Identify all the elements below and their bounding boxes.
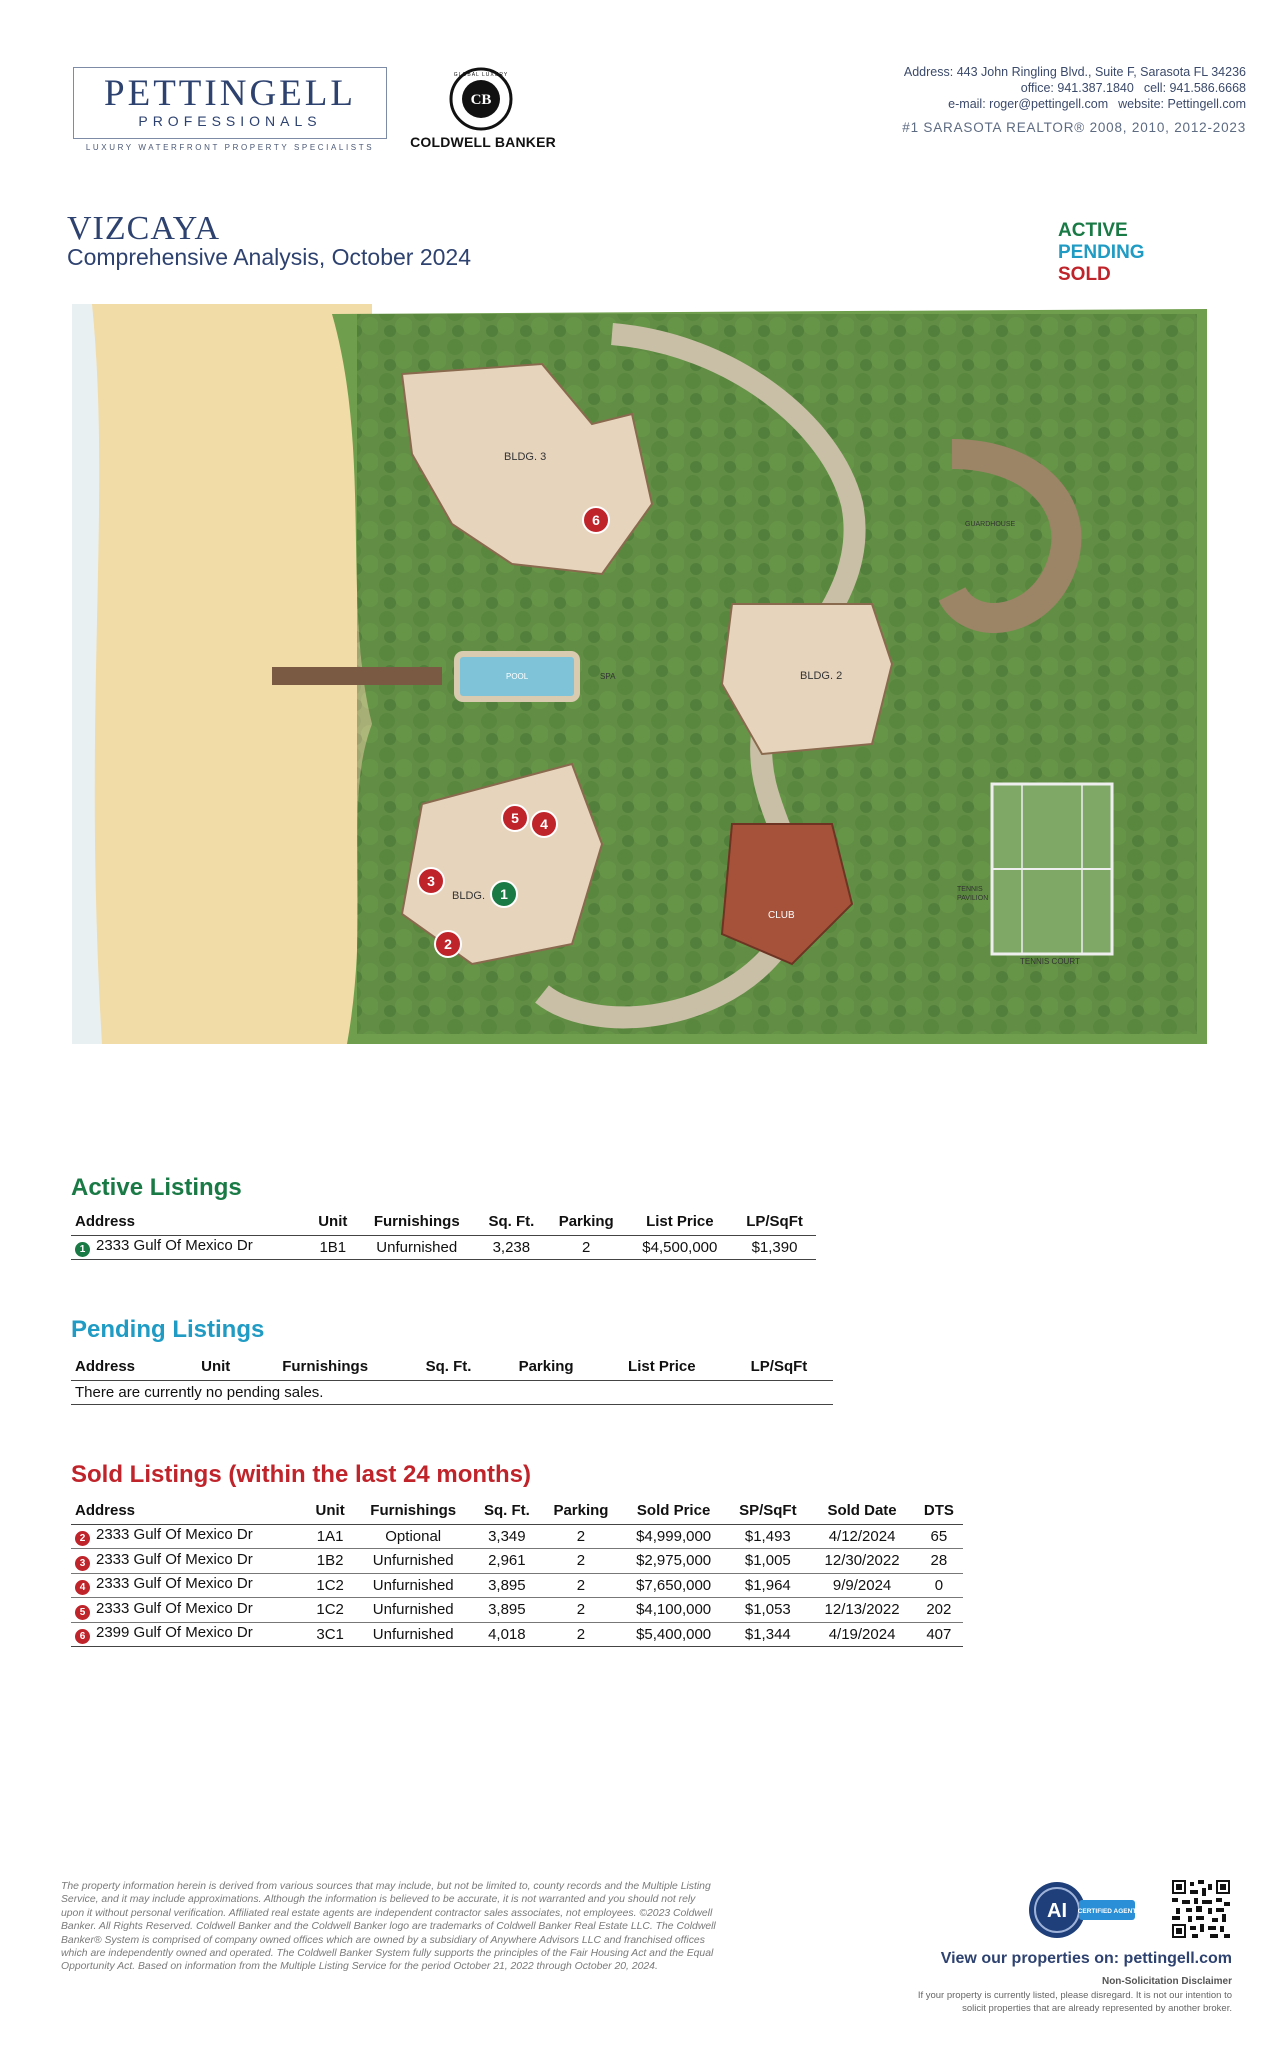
cell-sold-date: 9/9/2024 [809,1573,914,1598]
cell-address: 2333 Gulf Of Mexico Dr [96,1599,253,1617]
col-furnishings: Furnishings [357,1209,477,1235]
svg-text:4: 4 [540,816,548,832]
view-properties-link[interactable]: View our properties on: pettingell.com [940,1950,1232,1967]
coldwell-banker-seal-icon [449,67,513,131]
table-row [71,1573,963,1598]
contact-block [904,64,1246,112]
cell-unit: 1B1 [309,1235,357,1260]
cell-sp-sqft: $1,053 [726,1598,809,1623]
cell-parking: 2 [541,1524,621,1549]
col-parking: Parking [546,1209,627,1235]
sold-listings-table [71,1498,963,1647]
cell-sold-date: 12/13/2022 [809,1598,914,1623]
label-bldg2: BLDG. 2 [800,670,843,682]
legend-sold: SOLD [1058,264,1111,285]
col-list-price: List Price [599,1354,725,1380]
cell-parking: 2 [541,1622,621,1647]
label-bldg3: BLDG. 3 [504,451,547,463]
map-marker-5 [502,805,528,831]
col-furnishings: Furnishings [247,1354,404,1380]
report-subtitle: Comprehensive Analysis, October 2024 [67,244,471,270]
cell-sp-sqft: $1,344 [726,1622,809,1647]
brokerage-name: COLDWELL BANKER [410,134,556,150]
logo-sub-text: PROFESSIONALS [138,113,322,129]
cell-furnishings: Optional [354,1524,473,1549]
label-tennis-court: TENNIS COURT [1020,957,1080,966]
cell-sold-date: 4/12/2024 [809,1524,914,1549]
cell-address: 2333 Gulf Of Mexico Dr [96,1526,253,1544]
marker-badge: 2 [75,1531,90,1546]
legend-active: ACTIVE [1058,220,1128,241]
label-spa: SPA [600,672,616,681]
empty-message: There are currently no pending sales. [71,1380,833,1405]
col-unit: Unit [309,1209,357,1235]
table-header-row [71,1498,963,1524]
col-sqft: Sq. Ft. [473,1498,541,1524]
cell-address: 2333 Gulf Of Mexico Dr [96,1237,253,1255]
award-line: #1 SARASOTA REALTOR® 2008, 2010, 2012-2023 [902,120,1246,135]
contact-office: office: 941.387.1840 [1020,81,1134,95]
col-parking: Parking [541,1498,621,1524]
table-row [71,1524,963,1549]
cell-parking: 2 [541,1549,621,1574]
map-marker-1 [491,881,517,907]
map-marker-2 [435,931,461,957]
marker-badge: 5 [75,1605,90,1620]
cell-parking: 2 [546,1235,627,1260]
ai-badge-text: AI [1047,1900,1067,1922]
label-guardhouse: GUARDHOUSE [965,521,1016,528]
cell-sqft: 3,238 [477,1235,546,1260]
marker-badge: 4 [75,1580,90,1595]
site-plan-map [72,304,1207,1044]
cell-furnishings: Unfurnished [354,1573,473,1598]
legal-disclaimer: The property information herein is derived from various sources that may include, but not be limited to, county records and the Multiple Listing Service, and it may include approximations. Although the information is believed to be accurate, it is not warranted and you should not rely upon it without personal verification. Affiliated real estate agents are independent contractor sales associates, not employees. ©2023 Coldwell Banker. All Rights Reserved. Coldwell Banker and the Coldwell Banker logo are trademarks of Coldwell Banker Real Estate LLC. The Coldwell Banker® System is comprised of company owned offices which are owned by a subsidiary of Anywhere Advisors LLC and franchised offices which are independently owned and operated. The Coldwell Banker System fully supports the principles of the Fair Housing Act and the Equal Opportunity Act. Based on information from the Multiple Listing Service for the period October 21, 2022 through October 20, 2024. [61,1881,716,1973]
svg-text:2: 2 [444,936,452,952]
contact-cell: cell: 941.586.6668 [1143,81,1246,95]
cell-unit: 1A1 [307,1524,354,1549]
cell-address: 2399 Gulf Of Mexico Dr [96,1624,253,1642]
cell-sp-sqft: $1,005 [726,1549,809,1574]
cell-unit: 1C2 [307,1573,354,1598]
cell-sold-price: $4,100,000 [621,1598,726,1623]
label-bldg1: BLDG. [452,890,486,902]
table-row [71,1622,963,1647]
cell-parking: 2 [541,1598,621,1623]
table-row [71,1549,963,1574]
col-list-price: List Price [627,1209,733,1235]
col-parking: Parking [493,1354,598,1380]
cell-lp-sqft: $1,390 [733,1235,816,1260]
cell-furnishings: Unfurnished [354,1622,473,1647]
cell-sold-price: $4,999,000 [621,1524,726,1549]
svg-text:3: 3 [427,873,435,889]
svg-text:5: 5 [511,810,519,826]
table-row [71,1235,816,1260]
map-marker-3 [418,868,444,894]
label-tennis-pavilion-2: PAVILION [957,895,989,902]
cell-furnishings: Unfurnished [354,1598,473,1623]
contact-address: Address: 443 John Ringling Blvd., Suite F, Sarasota FL 34236 [903,65,1246,79]
col-sold-date: Sold Date [809,1498,914,1524]
cell-dts: 0 [915,1573,963,1598]
cell-sqft: 4,018 [473,1622,541,1647]
contact-website[interactable]: website: Pettingell.com [1118,97,1246,111]
ai-badge-label: CERTIFIED AGENT [1077,1908,1137,1915]
seal-text: GLOBAL LUXURY [453,72,509,78]
svg-text:1: 1 [500,886,508,902]
col-lp-sqft: LP/SqFt [725,1354,833,1380]
marker-badge: 6 [75,1629,90,1644]
non-solicitation-title: Non-Solicitation Disclaimer [1101,1976,1232,1987]
non-solicitation-text: If your property is currently listed, please disregard. It is not our intention to solicit properties that are already represented by another broker. [917,1990,1232,2014]
table-row [71,1598,963,1623]
cell-sp-sqft: $1,493 [726,1524,809,1549]
cell-sqft: 3,895 [473,1573,541,1598]
logo-tagline: LUXURY WATERFRONT PROPERTY SPECIALISTS [85,143,375,152]
cell-furnishings: Unfurnished [354,1549,473,1574]
cell-dts: 407 [915,1622,963,1647]
marker-badge: 1 [75,1242,90,1257]
table-row [71,1380,833,1405]
report-title: VIZCAYA [67,210,221,247]
cell-sold-price: $2,975,000 [621,1549,726,1574]
col-address: Address [71,1498,307,1524]
qr-code-icon[interactable] [1172,1880,1230,1938]
label-club: CLUB [768,910,795,921]
map-marker-6 [583,507,609,533]
pending-listings-title: Pending Listings [71,1316,265,1343]
active-listings-table [71,1209,816,1260]
col-unit: Unit [185,1354,247,1380]
col-unit: Unit [307,1498,354,1524]
cell-furnishings: Unfurnished [357,1235,477,1260]
col-dts: DTS [915,1498,963,1524]
label-pool: POOL [506,672,529,681]
sold-listings-title: Sold Listings (within the last 24 months) [71,1461,532,1488]
cell-sqft: 3,349 [473,1524,541,1549]
cell-sp-sqft: $1,964 [726,1573,809,1598]
pending-listings-table [71,1354,833,1405]
legend-pending: PENDING [1058,242,1145,263]
cell-dts: 202 [915,1598,963,1623]
map-marker-4 [531,811,557,837]
label-tennis-pavilion-1: TENNIS [957,886,983,893]
cell-parking: 2 [541,1573,621,1598]
cell-address: 2333 Gulf Of Mexico Dr [96,1550,253,1568]
status-legend [1058,220,1145,286]
pier-shape [272,667,442,685]
table-header-row [71,1354,833,1380]
col-address: Address [71,1354,185,1380]
col-address: Address [71,1209,309,1235]
table-header-row [71,1209,816,1235]
cell-sqft: 2,961 [473,1549,541,1574]
col-lp-sqft: LP/SqFt [733,1209,816,1235]
cell-sold-price: $7,650,000 [621,1573,726,1598]
col-sp-sqft: SP/SqFt [726,1498,809,1524]
seal-initials: CB [470,92,492,108]
cell-unit: 1B2 [307,1549,354,1574]
col-sqft: Sq. Ft. [477,1209,546,1235]
cell-list-price: $4,500,000 [627,1235,733,1260]
col-sqft: Sq. Ft. [404,1354,494,1380]
pettingell-logo [73,67,387,139]
ai-certified-badge-icon [1027,1880,1137,1940]
marker-badge: 3 [75,1556,90,1571]
active-listings-title: Active Listings [71,1174,242,1201]
cell-dts: 28 [915,1549,963,1574]
cell-sold-date: 4/19/2024 [809,1622,914,1647]
cell-sold-price: $5,400,000 [621,1622,726,1647]
contact-email[interactable]: e-mail: roger@pettingell.com [948,97,1109,111]
cell-sold-date: 12/30/2022 [809,1549,914,1574]
cell-dts: 65 [915,1524,963,1549]
col-furnishings: Furnishings [354,1498,473,1524]
svg-text:6: 6 [592,512,600,528]
cell-sqft: 3,895 [473,1598,541,1623]
col-sold-price: Sold Price [621,1498,726,1524]
cell-unit: 1C2 [307,1598,354,1623]
logo-main-text: PETTINGELL [104,73,356,114]
cell-address: 2333 Gulf Of Mexico Dr [96,1575,253,1593]
cell-unit: 3C1 [307,1622,354,1647]
